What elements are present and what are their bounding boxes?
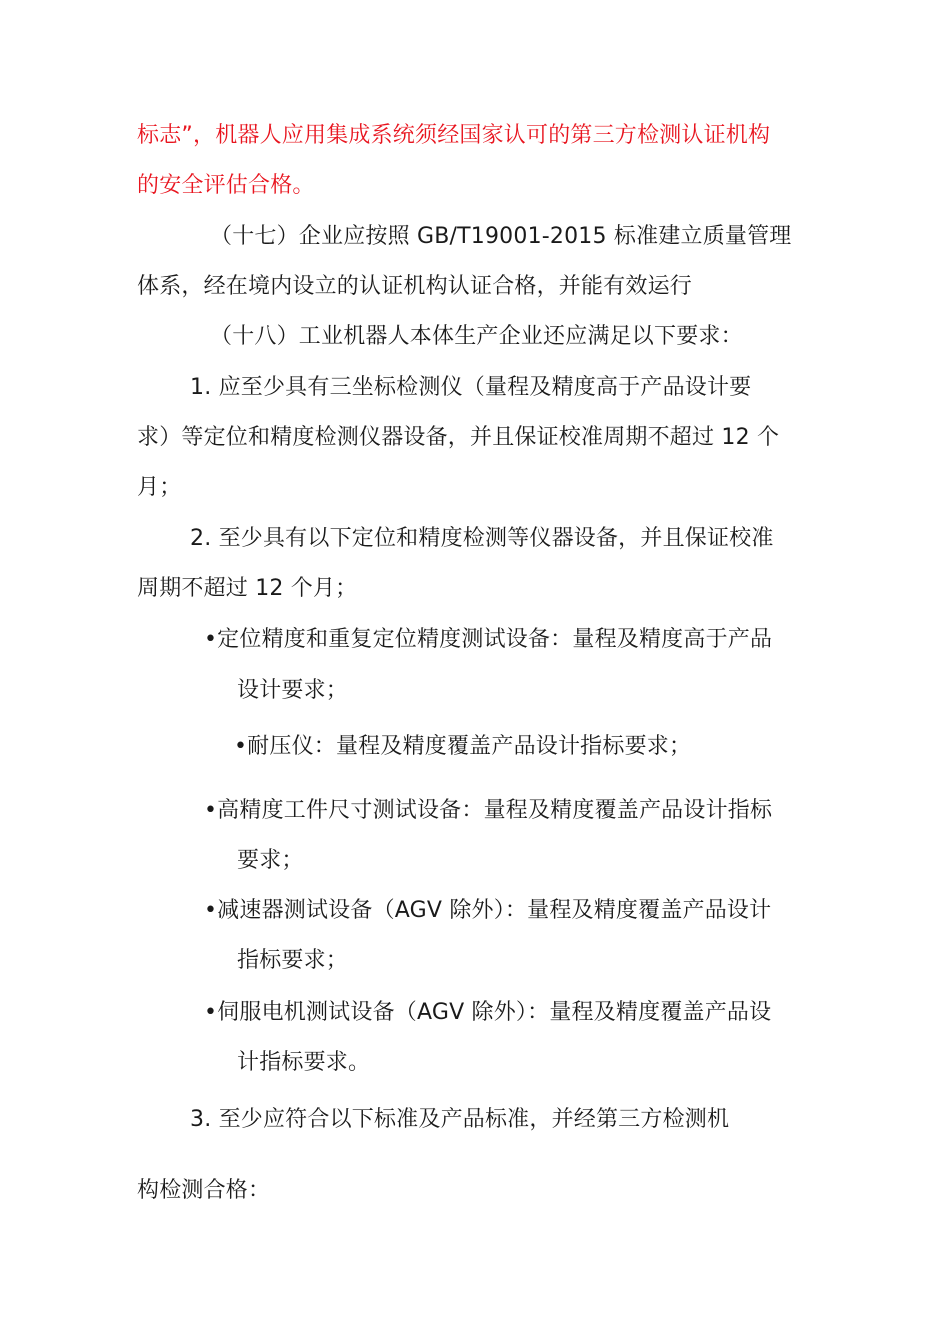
bullet-item-continuation: 设计要求； — [237, 678, 349, 703]
paragraph-line-red: 标志”，机器人应用集成系统须经国家认可的第三方检测认证机构 — [137, 123, 771, 148]
paragraph-line: 体系，经在境内设立的认证机构认证合格，并能有效运行 — [137, 274, 693, 299]
bullet-item-line: •伺服电机测试设备（AGV 除外）：量程及精度覆盖产品设 — [204, 1000, 772, 1025]
paragraph-line-red: 的安全评估合格。 — [137, 173, 315, 198]
bullet-item-line: •减速器测试设备（AGV 除外）：量程及精度覆盖产品设计 — [204, 898, 772, 923]
numbered-item-line: 2. 至少具有以下定位和精度检测等仪器设备，并且保证校准 — [190, 526, 774, 551]
paragraph-line: 构检测合格： — [137, 1178, 271, 1203]
bullet-item-continuation: 计指标要求。 — [237, 1050, 371, 1075]
paragraph-line: （十八）工业机器人本体生产企业还应满足以下要求： — [210, 324, 743, 349]
paragraph-line: 求）等定位和精度检测仪器设备，并且保证校准周期不超过 12 个 — [137, 425, 780, 450]
paragraph-line: 月； — [137, 475, 182, 500]
bullet-item-continuation: 指标要求； — [237, 948, 349, 973]
bullet-item-line: •定位精度和重复定位精度测试设备：量程及精度高于产品 — [204, 627, 773, 652]
numbered-item-line: 1. 应至少具有三坐标检测仪（量程及精度高于产品设计要 — [190, 375, 752, 400]
numbered-item-line: 3. 至少应符合以下标准及产品标准，并经第三方检测机 — [190, 1107, 730, 1132]
paragraph-line: （十七）企业应按照 GB/T19001-2015 标准建立质量管理 — [210, 224, 792, 249]
bullet-item-line: •高精度工件尺寸测试设备：量程及精度覆盖产品设计指标 — [204, 798, 773, 823]
paragraph-line: 周期不超过 12 个月； — [137, 576, 358, 601]
bullet-item-line: •耐压仪：量程及精度覆盖产品设计指标要求； — [234, 734, 692, 759]
bullet-item-continuation: 要求； — [237, 848, 304, 873]
